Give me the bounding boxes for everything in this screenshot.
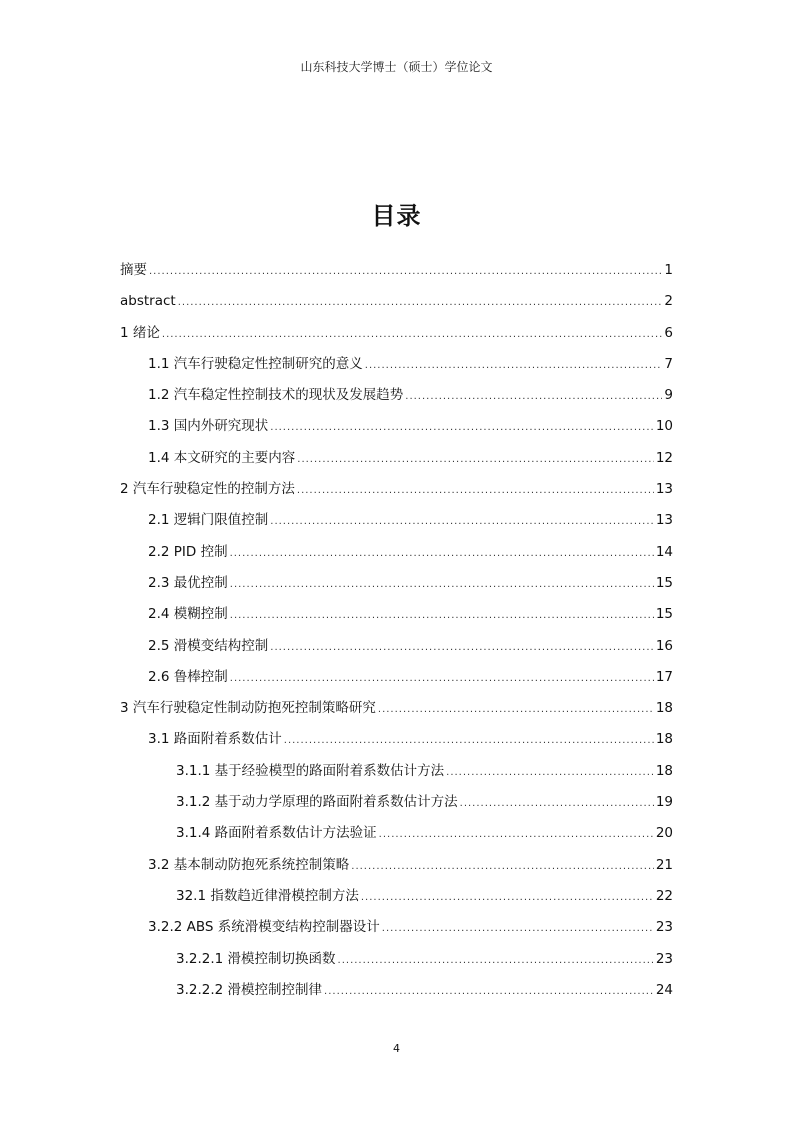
toc-entry-label: 1.2 汽车稳定性控制技术的现状及发展趋势 xyxy=(148,387,404,404)
toc-entry-label: 3.1.1 基于经验模型的路面附着系数估计方法 xyxy=(176,762,445,779)
toc-entry[interactable] xyxy=(120,505,673,536)
toc-entry-label: 1.1 汽车行驶稳定性控制研究的意义 xyxy=(148,355,363,372)
toc-entry[interactable] xyxy=(120,724,673,755)
toc-entry-label: 3.1.2 基于动力学原理的路面附着系数估计方法 xyxy=(176,794,458,811)
toc-dot-leader xyxy=(178,287,663,318)
toc-entry[interactable] xyxy=(120,599,673,630)
toc-dot-leader xyxy=(270,506,654,537)
toc-dot-leader xyxy=(379,819,654,850)
toc-entry-label: 3.2 基本制动防抱死系统控制策略 xyxy=(148,856,350,873)
toc-entry-page: 15 xyxy=(655,606,673,623)
toc-entry-label: 3.2.2.1 滑模控制切换函数 xyxy=(176,950,336,967)
toc-dot-leader xyxy=(230,569,654,600)
toc-entry-label: 3.2.2.2 滑模控制控制律 xyxy=(176,981,323,998)
toc-entry[interactable] xyxy=(120,975,673,1006)
page-number: 4 xyxy=(393,1042,400,1055)
toc-entry-page: 24 xyxy=(655,981,673,998)
toc-dot-leader xyxy=(230,538,654,569)
toc-dot-leader xyxy=(446,757,654,788)
toc-entry[interactable] xyxy=(120,568,673,599)
toc-entry-page: 16 xyxy=(655,637,673,654)
toc-dot-leader xyxy=(270,632,654,663)
toc-entry-page: 19 xyxy=(655,794,673,811)
toc-entry-page: 10 xyxy=(655,418,673,435)
toc-entry-page: 18 xyxy=(655,700,673,717)
toc-entry-page: 14 xyxy=(655,543,673,560)
toc-entry[interactable] xyxy=(120,756,673,787)
toc-entry-label: 2.4 模糊控制 xyxy=(148,606,228,623)
toc-entry-label: 3.1 路面附着系数估计 xyxy=(148,731,282,748)
toc-dot-leader xyxy=(270,412,654,443)
toc-entry[interactable] xyxy=(120,255,673,286)
toc-dot-leader xyxy=(460,788,654,819)
toc-entry-label: 1.3 国内外研究现状 xyxy=(148,418,269,435)
toc-entry[interactable] xyxy=(120,380,673,411)
toc-dot-leader xyxy=(405,381,662,412)
toc-entry-page: 23 xyxy=(655,950,673,967)
toc-entry[interactable] xyxy=(120,787,673,818)
toc-entry-label: 1.4 本文研究的主要内容 xyxy=(148,449,296,466)
running-header: 山东科技大学博士（硕士）学位论文 xyxy=(300,60,493,74)
toc-entry[interactable] xyxy=(120,349,673,380)
toc-entry-label: 摘要 xyxy=(120,262,147,278)
toc-entry-label: 3.2.2 ABS 系统滑模变结构控制器设计 xyxy=(148,919,380,936)
toc-entry-page: 22 xyxy=(655,887,673,904)
toc-entry-label: 3 汽车行驶稳定性制动防抱死控制策略研究 xyxy=(120,700,376,717)
toc-dot-leader xyxy=(284,725,654,756)
toc-entry-label: 2.1 逻辑门限值控制 xyxy=(148,512,269,529)
toc-entry-page: 18 xyxy=(655,731,673,748)
toc-entry[interactable] xyxy=(120,474,673,505)
table-of-contents xyxy=(120,255,673,1006)
toc-entry[interactable] xyxy=(120,631,673,662)
toc-entry[interactable] xyxy=(120,944,673,975)
toc-dot-leader xyxy=(361,882,654,913)
toc-entry[interactable] xyxy=(120,537,673,568)
toc-dot-leader xyxy=(382,913,654,944)
toc-entry[interactable] xyxy=(120,818,673,849)
toc-entry-label: 32.1 指数趋近律滑模控制方法 xyxy=(176,887,359,904)
toc-entry-label: 3.1.4 路面附着系数估计方法验证 xyxy=(176,825,377,842)
toc-dot-leader xyxy=(297,475,654,506)
toc-entry-label: 2 汽车行驶稳定性的控制方法 xyxy=(120,481,295,498)
toc-dot-leader xyxy=(230,600,654,631)
toc-entry-label: 2.6 鲁棒控制 xyxy=(148,668,228,685)
toc-title: 目录 xyxy=(371,202,422,230)
toc-entry-page: 20 xyxy=(655,825,673,842)
toc-entry-page: 17 xyxy=(655,668,673,685)
toc-entry-page: 7 xyxy=(664,355,673,372)
toc-dot-leader xyxy=(365,350,663,381)
toc-entry-page: 15 xyxy=(655,574,673,591)
toc-entry-page: 23 xyxy=(655,919,673,936)
toc-entry-label: 2.3 最优控制 xyxy=(148,574,228,591)
toc-entry[interactable] xyxy=(120,411,673,442)
toc-entry-page: 13 xyxy=(655,512,673,529)
toc-entry-page: 21 xyxy=(655,856,673,873)
toc-entry[interactable] xyxy=(120,318,673,349)
toc-dot-leader xyxy=(230,663,654,694)
toc-entry-label: 2.5 滑模变结构控制 xyxy=(148,637,269,654)
toc-entry-page: 6 xyxy=(664,324,673,341)
toc-entry-page: 18 xyxy=(655,762,673,779)
toc-dot-leader xyxy=(338,945,654,976)
toc-entry[interactable] xyxy=(120,662,673,693)
toc-dot-leader xyxy=(149,256,662,287)
toc-entry-page: 12 xyxy=(655,449,673,466)
toc-entry-page: 9 xyxy=(664,387,673,404)
toc-entry-page: 2 xyxy=(664,293,673,310)
toc-entry-label: 2.2 PID 控制 xyxy=(148,543,228,560)
toc-entry[interactable] xyxy=(120,912,673,943)
toc-entry[interactable] xyxy=(120,286,673,317)
toc-entry-label: 1 绪论 xyxy=(120,324,160,341)
toc-entry[interactable] xyxy=(120,881,673,912)
toc-dot-leader xyxy=(324,976,654,1007)
toc-entry[interactable] xyxy=(120,443,673,474)
toc-entry-page: 1 xyxy=(664,262,673,278)
toc-entry-page: 13 xyxy=(655,481,673,498)
toc-dot-leader xyxy=(162,319,663,350)
toc-entry[interactable] xyxy=(120,850,673,881)
toc-entry-label: abstract xyxy=(120,293,176,310)
toc-dot-leader xyxy=(351,851,654,882)
toc-dot-leader xyxy=(378,694,654,725)
toc-dot-leader xyxy=(297,444,654,475)
toc-entry[interactable] xyxy=(120,693,673,724)
